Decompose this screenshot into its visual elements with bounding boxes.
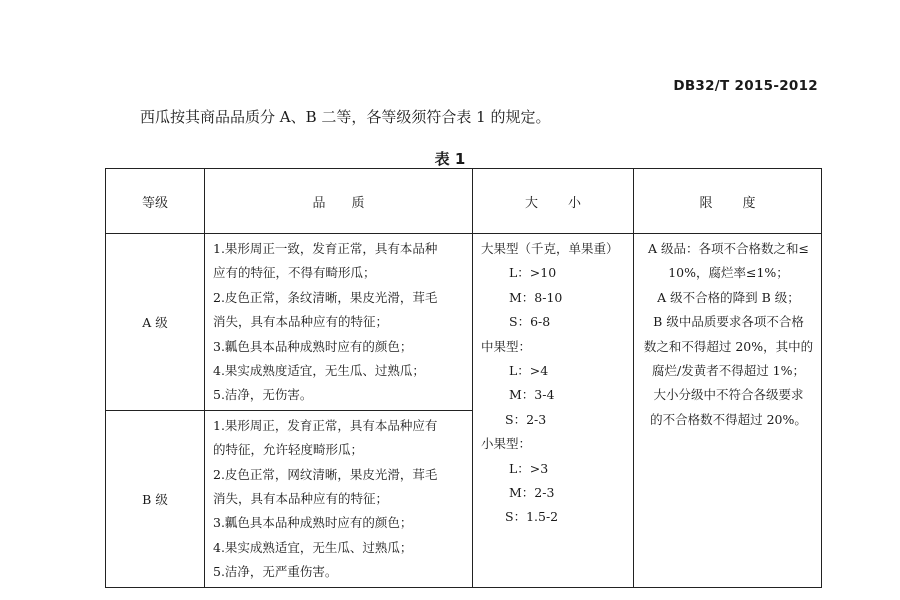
table-title: 表 1 [434, 150, 466, 168]
quality-line: 3.瓤色具本品种成熟时应有的颜色； [213, 515, 413, 531]
size-line: M：2-3 [509, 485, 555, 501]
size-line: M：8-10 [509, 289, 563, 305]
limit-line: 大小分级中不符合各级要求 [653, 387, 804, 403]
grade-b-quality [205, 410, 473, 587]
quality-line: 消失，具有本品种应有的特征； [213, 491, 389, 507]
limit-criteria [634, 234, 822, 588]
limit-line: A 级不合格的降到 B 级； [657, 289, 800, 305]
limit-line: A 级品：各项不合格数之和≤ [648, 241, 809, 256]
document-code: DB32/T 2015-2012 [673, 78, 818, 94]
size-line: L：>3 [509, 460, 549, 476]
size-line: L：>10 [509, 265, 557, 281]
size-line: 大果型（千克，单果重） [481, 241, 619, 256]
limit-line: 数之和不得超过 20%，其中的 [643, 338, 814, 354]
table-row-grade-a [106, 234, 822, 411]
size-line: 小果型： [481, 436, 532, 452]
quality-line: 应有的特征，不得有畸形瓜； [213, 265, 376, 281]
header-grade: 等级 [106, 169, 205, 234]
size-line: 中果型： [481, 338, 532, 354]
intro-paragraph: 西瓜按其商品品质分 A、B 二等，各等级须符合表 1 的规定。 [140, 108, 551, 126]
header-size: 大小 [473, 169, 634, 234]
quality-line: 5.洁净，无严重伤害。 [213, 564, 338, 580]
limit-line: 腐烂/发黄者不得超过 1%； [651, 363, 805, 379]
table-header-row [106, 169, 822, 234]
size-line: L：>4 [509, 363, 549, 379]
quality-line: 1.果形周正，发育正常，具有本品种应有 [213, 417, 438, 433]
size-line: S：6-8 [509, 314, 551, 330]
quality-line: 2.皮色正常，条纹清晰，果皮光滑，茸毛 [213, 289, 438, 305]
limit-line: B 级中品质要求各项不合格 [653, 314, 804, 330]
limit-line: 的不合格数不得超过 20%。 [650, 411, 807, 427]
header-limit: 限度 [634, 169, 822, 234]
size-line: S：1.5-2 [505, 509, 559, 525]
size-line: S：2-3 [505, 411, 547, 427]
size-line: M：3-4 [509, 387, 555, 403]
quality-line: 1.果形周正一致，发育正常，具有本品种 [213, 241, 438, 256]
limit-line: 10%，腐烂率≤1%； [668, 265, 789, 281]
quality-line: 4.果实成熟适宜，无生瓜、过熟瓜； [213, 539, 413, 555]
quality-line: 的特征，允许轻度畸形瓜； [213, 442, 364, 458]
quality-line: 3.瓤色具本品种成熟时应有的颜色； [213, 338, 413, 354]
quality-line: 2.皮色正常，网纹清晰，果皮光滑，茸毛 [213, 466, 438, 482]
grade-spec-table [105, 168, 822, 588]
quality-line: 4.果实成熟度适宜，无生瓜、过熟瓜； [213, 363, 425, 379]
header-quality: 品质 [205, 169, 473, 234]
size-criteria [473, 234, 634, 588]
quality-line: 5.洁净，无伤害。 [213, 387, 313, 403]
quality-line: 消失，具有本品种应有的特征； [213, 314, 389, 330]
grade-a-label: A 级 [106, 234, 205, 411]
grade-a-quality [205, 234, 473, 411]
grade-b-label: B 级 [106, 410, 205, 587]
